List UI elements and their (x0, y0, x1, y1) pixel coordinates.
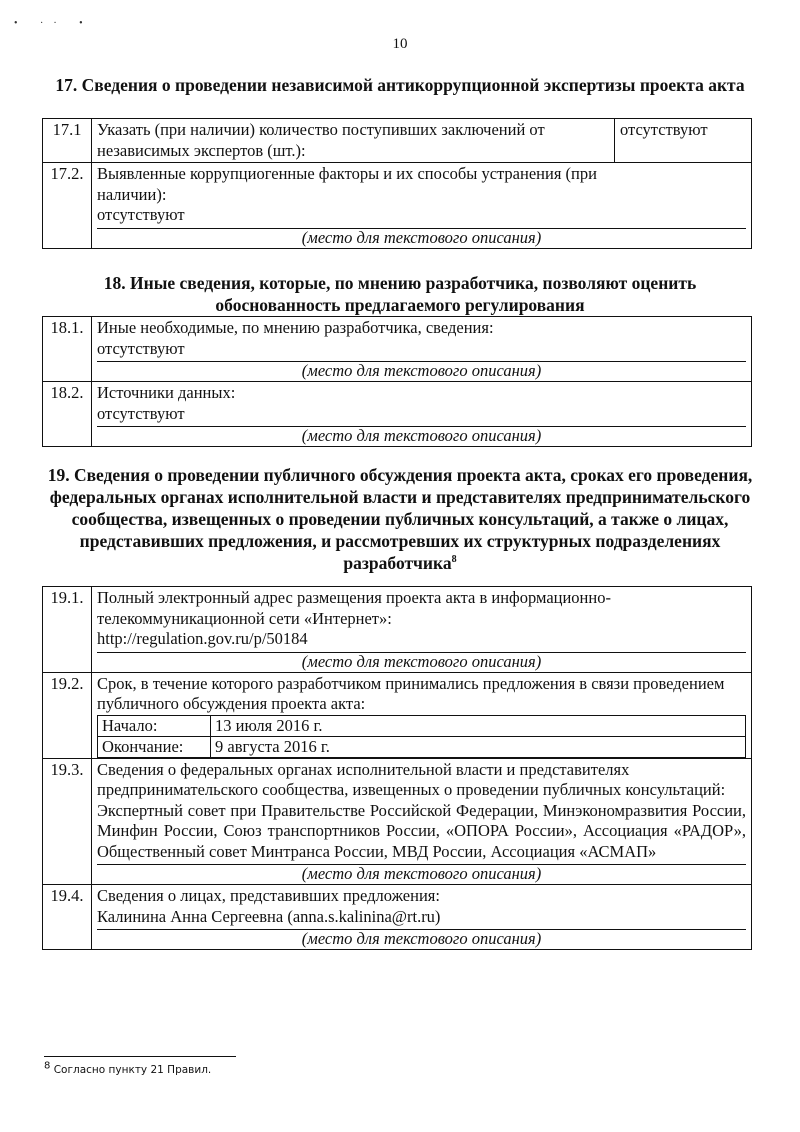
description-hint: (место для текстового описания) (97, 864, 746, 883)
row-number: 18.1. (43, 317, 92, 382)
row-text: Выявленные коррупциогенные факторы и их способы устранения (при наличии): (97, 164, 597, 204)
section-18-title: 18. Иные сведения, которые, по мнению разработчика, позволяют оценить обоснованность предлагаемого регулирования (103, 273, 697, 315)
row-19-1 (43, 587, 752, 673)
section-19-table (42, 586, 752, 950)
row-content (92, 163, 752, 249)
row-value: Калинина Анна Сергеевна (anna.s.kalinina@rt.ru) (97, 906, 441, 926)
row-content (92, 587, 752, 673)
footnote-mark: 8 (44, 1060, 51, 1072)
section-18-table (42, 316, 752, 447)
row-content (92, 672, 752, 758)
row-19-2 (43, 672, 752, 758)
section-17-title: 17. Сведения о проведении независимой антикоррупционной экспертизы проекта акта (55, 75, 745, 95)
row-number: 19.3. (43, 758, 92, 885)
row-text: Сведения о лицах, представивших предложения: (97, 886, 440, 905)
row-text: Указать (при наличии) количество поступивших заключений от независимых экспертов (шт.): (92, 119, 615, 163)
row-number: 18.2. (43, 382, 92, 447)
row-number: 17.1 (43, 119, 92, 163)
section-19-title (44, 464, 756, 574)
row-number: 19.2. (43, 672, 92, 758)
row-value: Экспертный совет при Правительстве Российской Федерации, Минэкономразвития России, Минфин России, Союз транспортников России, «ОПОРА России», Ассоциация «РАДОР», Общественный совет Минтранса России, МВД России, Ассоциация «АСМАП» (97, 800, 746, 861)
footnote-divider (44, 1056, 236, 1057)
scan-marks: • ·· • (14, 18, 93, 29)
footnote-text: Согласно пункту 21 Правил. (50, 1064, 212, 1076)
description-hint: (место для текстового описания) (97, 426, 746, 445)
period-end-value: 9 августа 2016 г. (211, 736, 746, 757)
row-value: http://regulation.gov.ru/p/50184 (97, 629, 308, 648)
row-19-3 (43, 758, 752, 885)
row-value: отсутствуют (97, 205, 185, 224)
page-number: 10 (392, 36, 408, 52)
section-17-table (42, 118, 752, 249)
description-hint: (место для текстового описания) (97, 929, 746, 948)
row-19-4 (43, 885, 752, 950)
row-value: отсутствуют (97, 338, 185, 358)
row-number: 19.4. (43, 885, 92, 950)
row-text: Источники данных: (97, 383, 236, 402)
row-18-2 (43, 382, 752, 447)
description-hint: (место для текстового описания) (97, 652, 746, 671)
row-value: отсутствуют (97, 403, 185, 423)
row-text: Сведения о федеральных органах исполнительной власти и представителях предпринимательского сообщества, извещенных о проведении публичных консультаций: (97, 759, 726, 799)
period-start-row (98, 715, 746, 736)
row-content (92, 758, 752, 885)
row-17-1 (43, 119, 752, 163)
footnote-ref: 8 (451, 554, 457, 566)
section-19-title-text: 19. Сведения о проведении публичного обсуждения проекта акта, сроках его проведения, федеральных органах исполнительной власти и представителях предпринимательского сообщества, извещенных о проведении публичных консультаций, а также о лицах, представивших предложения, и рассмотревших их структурных подразделениях разработчика (47, 465, 753, 573)
row-number: 17.2. (43, 163, 92, 249)
row-number: 19.1. (43, 587, 92, 673)
period-start-label: Начало: (98, 715, 211, 736)
period-end-row (98, 736, 746, 757)
period-end-label: Окончание: (98, 736, 211, 757)
period-table (97, 715, 746, 758)
row-18-1 (43, 317, 752, 382)
footnote (44, 1060, 212, 1076)
row-content (92, 382, 752, 447)
description-hint: (место для текстового описания) (97, 228, 746, 247)
period-start-value: 13 июля 2016 г. (211, 715, 746, 736)
row-value: отсутствуют (615, 119, 752, 163)
row-17-2 (43, 163, 752, 249)
description-hint: (место для текстового описания) (97, 361, 746, 380)
row-text: Срок, в течение которого разработчиком принимались предложения в связи проведением публичного обсуждения проекта акта: (97, 673, 725, 713)
row-content (92, 317, 752, 382)
row-text: Полный электронный адрес размещения проекта акта в информационно-телекоммуникационной сети «Интернет»: (97, 588, 611, 628)
row-text: Иные необходимые, по мнению разработчика, сведения: (97, 318, 494, 337)
row-content (92, 885, 752, 950)
